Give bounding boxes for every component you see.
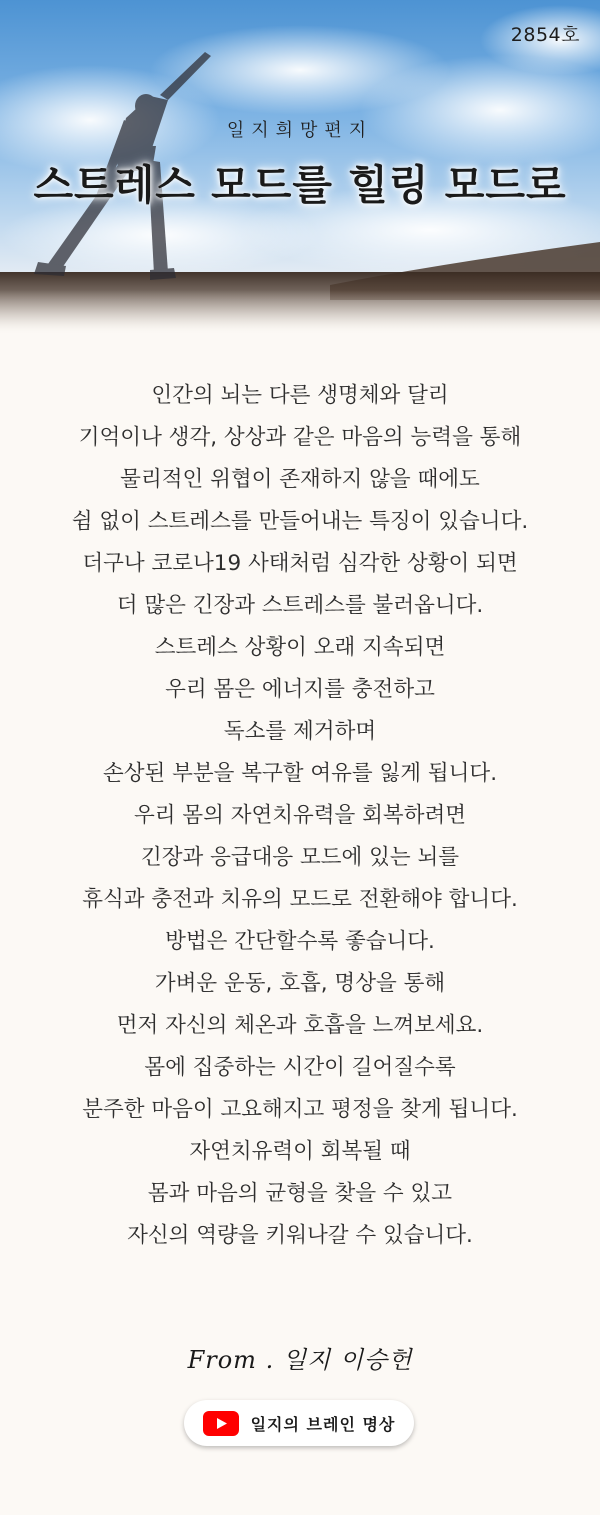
series-title: 일지희망편지: [226, 120, 374, 141]
page-title: 스트레스 모드를 힐링 모드로: [33, 161, 567, 209]
youtube-play-icon: [203, 1411, 239, 1436]
body-line: 손상된 부분을 복구할 여유를 잃게 됩니다.: [102, 761, 498, 786]
body-line: 자연치유력이 회복될 때: [189, 1139, 411, 1164]
body-line: 기억이나 생각, 상상과 같은 마음의 능력을 통해: [78, 425, 522, 450]
body-line: 분주한 마음이 고요해지고 평정을 찾게 됩니다.: [82, 1097, 518, 1122]
body-line: 몸에 집중하는 시간이 길어질수록: [144, 1055, 456, 1080]
body-line: 휴식과 충전과 치유의 모드로 전환해야 합니다.: [82, 887, 518, 912]
body-line: 자신의 역량을 키워나갈 수 있습니다.: [127, 1223, 473, 1248]
body-line: 인간의 뇌는 다른 생명체와 달리: [151, 383, 449, 408]
youtube-channel-button[interactable]: [184, 1400, 414, 1446]
body-line: 물리적인 위협이 존재하지 않을 때에도: [120, 467, 480, 492]
body-line: 쉼 없이 스트레스를 만들어내는 특징이 있습니다.: [71, 509, 529, 534]
body-line: 독소를 제거하며: [223, 719, 377, 744]
header-banner: [0, 0, 600, 335]
body-line: 먼저 자신의 체온과 호흡을 느껴보세요.: [116, 1013, 484, 1038]
letter-body: [0, 375, 600, 1257]
author-signature: From . 일지 이승헌: [187, 1346, 413, 1374]
body-line: 긴장과 응급대응 모드에 있는 뇌를: [140, 845, 460, 870]
youtube-button-label: 일지의 브레인 명상: [250, 1414, 396, 1434]
body-line: 우리 몸은 에너지를 충전하고: [165, 677, 435, 702]
body-line: 우리 몸의 자연치유력을 회복하려면: [133, 803, 467, 828]
body-line: 스트레스 상황이 오래 지속되면: [154, 635, 446, 660]
body-line: 방법은 간단할수록 좋습니다.: [165, 929, 435, 954]
body-line: 몸과 마음의 균형을 찾을 수 있고: [147, 1181, 453, 1206]
body-line: 더구나 코로나19 사태처럼 심각한 상황이 되면: [82, 551, 518, 576]
issue-number: 2854호: [510, 24, 580, 46]
body-line: 가벼운 운동, 호흡, 명상을 통해: [154, 971, 446, 996]
body-line: 더 많은 긴장과 스트레스를 불러옵니다.: [116, 593, 484, 618]
